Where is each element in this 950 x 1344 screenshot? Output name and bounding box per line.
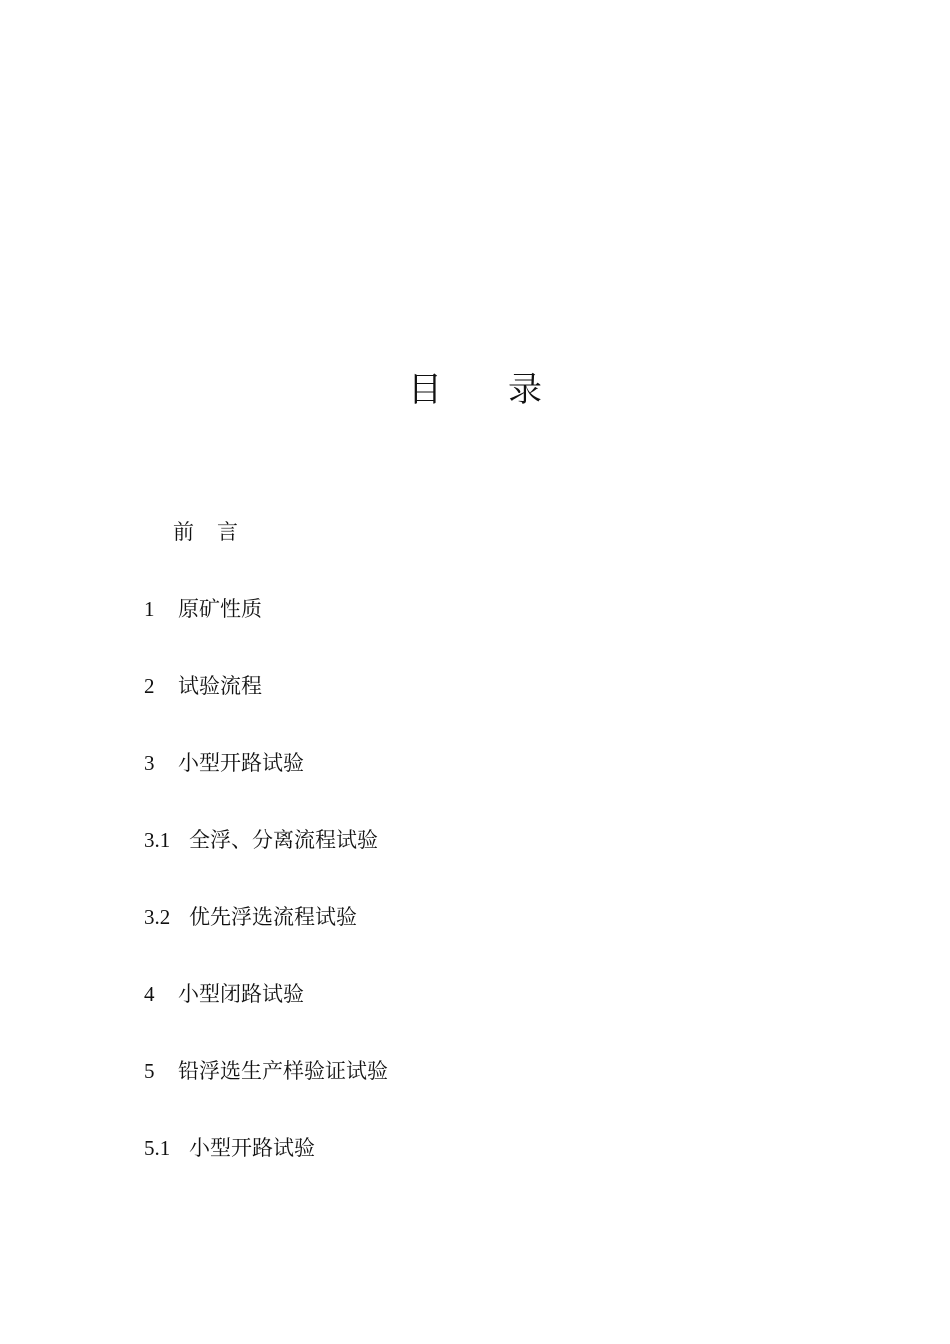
- toc-title: [0, 368, 950, 412]
- toc-entry-title: 试验流程: [178, 674, 262, 698]
- toc-entry-number: 3.2: [144, 905, 171, 929]
- toc-entry[interactable]: [144, 1051, 388, 1091]
- toc-entry-number: 5: [144, 1059, 155, 1083]
- toc-entry-number: 5.1: [144, 1136, 171, 1160]
- toc-entry-title: 原矿性质: [178, 597, 262, 621]
- toc-entry-number: 3: [144, 751, 155, 775]
- preface-char-1: 前: [173, 520, 194, 544]
- toc-entry-title: 小型开路试验: [189, 1136, 315, 1160]
- toc-entry-title: 小型开路试验: [178, 751, 304, 775]
- toc-entry[interactable]: [144, 897, 357, 937]
- toc-entry-title: 全浮、分离流程试验: [189, 828, 378, 852]
- toc-entry[interactable]: [144, 820, 378, 860]
- toc-entry[interactable]: [144, 1128, 315, 1168]
- toc-entry-number: 4: [144, 982, 155, 1006]
- toc-entry-number: 2: [144, 674, 155, 698]
- toc-entry-title: 小型闭路试验: [178, 982, 304, 1006]
- toc-entry-number: 1: [144, 597, 155, 621]
- toc-entry[interactable]: [144, 666, 262, 706]
- toc-entry[interactable]: [144, 743, 304, 783]
- toc-entry-title: 优先浮选流程试验: [189, 905, 357, 929]
- toc-entry-preface[interactable]: [173, 512, 238, 552]
- toc-title-char-2: 录: [508, 370, 542, 410]
- toc-title-char-1: 目: [408, 370, 442, 410]
- toc-entry[interactable]: [144, 974, 304, 1014]
- toc-entry-number: 3.1: [144, 828, 171, 852]
- toc-entry[interactable]: [144, 589, 262, 629]
- toc-entry-title: 铅浮选生产样验证试验: [178, 1059, 388, 1083]
- preface-char-2: 言: [217, 520, 238, 544]
